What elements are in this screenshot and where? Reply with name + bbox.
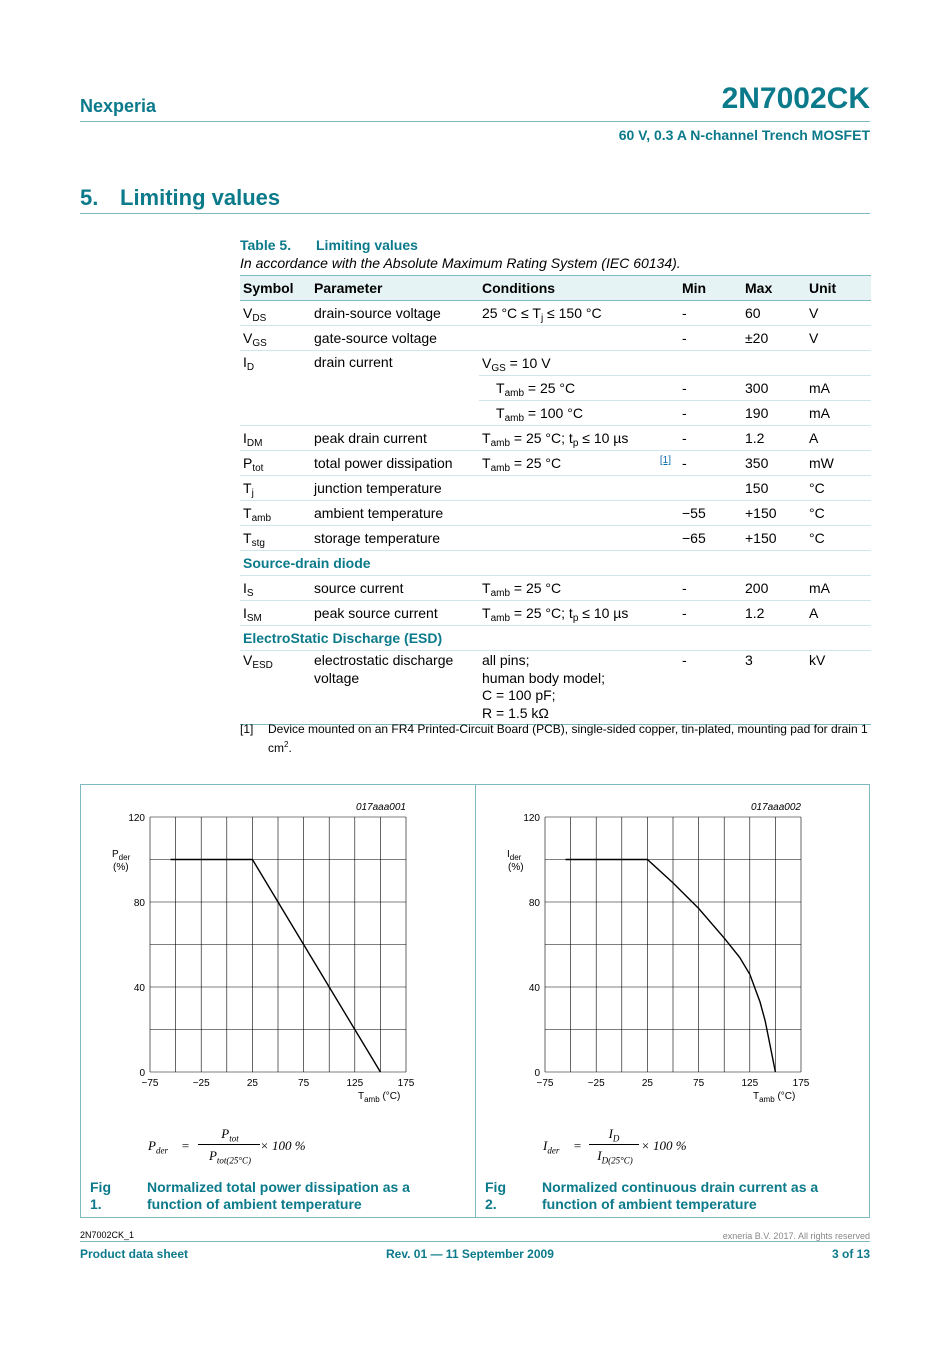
symbol-cell: $V_{DS}$ [240, 301, 311, 326]
unit-cell [806, 351, 871, 376]
formula-equals: = [181, 1138, 190, 1153]
table-row [240, 576, 871, 601]
min-cell [679, 351, 742, 376]
figure-caption-text: Normalized continuous drain current as a function of ambient temperature [542, 1179, 819, 1212]
parameter-cell: ambient temperature [311, 501, 479, 526]
group-heading: ElectroStatic Discharge (ESD) [240, 626, 871, 651]
table-row [240, 651, 871, 725]
max-cell: 3 [742, 651, 806, 725]
table-row [240, 501, 871, 526]
table-row [240, 526, 871, 551]
table-number: Table 5. [240, 237, 292, 253]
unit-cell: A [806, 426, 871, 451]
limiting-values-table [240, 275, 871, 725]
brand-name: Nexperia [80, 96, 157, 116]
unit-cell: mA [806, 576, 871, 601]
parameter-cell: drain current [311, 351, 479, 426]
symbol-cell: $T_{stg}$ [240, 526, 311, 551]
y-tick-label: 40 [133, 983, 145, 994]
x-axis-label: $T_{amb}$ (°C) [753, 1091, 796, 1104]
table-group-row [240, 551, 871, 576]
y-tick-label: 0 [139, 1068, 145, 1079]
conditions-cell: $T_{amb} = 25$ °C [1] [479, 451, 679, 476]
y-tick-label: 120 [523, 813, 540, 824]
table-row [240, 426, 871, 451]
conditions-cell: $T_{amb} = 25$ °C; $t_p \le 10$ µs [479, 601, 679, 626]
y-axis-unit: (%) [508, 862, 524, 873]
chart-current-derating [477, 800, 867, 1110]
symbol-cell: $T_{amb}$ [240, 501, 311, 526]
formula-lhs: $P_{der}$ [148, 1138, 168, 1156]
figure-number: Fig 2. [485, 1179, 506, 1212]
min-cell: - [679, 576, 742, 601]
max-cell: 300 [742, 376, 806, 401]
x-tick-label: 75 [693, 1078, 705, 1089]
table-row [240, 451, 871, 476]
section-number: 5. [80, 185, 99, 210]
max-cell: 200 [742, 576, 806, 601]
conditions-cell: $T_{amb} = 25$ °C; $t_p \le 10$ µs [479, 426, 679, 451]
parameter-cell: total power dissipation [311, 451, 479, 476]
chart-power-derating [82, 800, 472, 1110]
unit-cell: V [806, 301, 871, 326]
parameter-cell: peak drain current [311, 426, 479, 451]
footer-page-number: 3 of 13 [831, 1247, 870, 1261]
symbol-cell: $I_{DM}$ [240, 426, 311, 451]
min-cell: - [679, 426, 742, 451]
condition-line: R = 1.5 kΩ [482, 704, 549, 721]
conditions-cell: $T_{amb} = 100$ °C [479, 401, 679, 426]
min-cell: - [679, 451, 742, 476]
max-cell: 150 [742, 476, 806, 501]
x-tick-label: 75 [298, 1078, 310, 1089]
header-rule [80, 121, 870, 122]
x-tick-label: 125 [741, 1078, 759, 1089]
unit-cell: V [806, 326, 871, 351]
table-row [240, 326, 871, 351]
formula-numerator: $P_{tot}$ [221, 1126, 239, 1144]
y-tick-label: 0 [534, 1068, 540, 1079]
table-row [240, 351, 871, 376]
condition-line: all pins; [482, 652, 530, 668]
footer-rule [80, 1241, 870, 1242]
unit-cell: °C [806, 501, 871, 526]
formula-numerator: $I_D$ [608, 1126, 620, 1144]
min-cell: - [679, 601, 742, 626]
x-tick-label: 125 [346, 1078, 364, 1089]
y-axis-label: $P_{der}$ [112, 849, 131, 862]
min-cell: −65 [679, 526, 742, 551]
unit-cell: mA [806, 376, 871, 401]
figure-number: Fig 1. [90, 1179, 111, 1212]
max-cell: ±20 [742, 326, 806, 351]
parameter-cell: gate-source voltage [311, 326, 479, 351]
col-header: Min [679, 276, 742, 301]
parameter-cell: storage temperature [311, 526, 479, 551]
document-id: 2N7002CK_1 [80, 1230, 135, 1240]
conditions-cell: $T_{amb} = 25$ °C [479, 576, 679, 601]
col-header: Unit [806, 276, 871, 301]
symbol-cell: $I_{SM}$ [240, 601, 311, 626]
symbol-cell: $T_j$ [240, 476, 311, 501]
formula-denominator: $P_{tot(25^\circ C)}$ [208, 1148, 252, 1166]
x-tick-label: −25 [192, 1078, 210, 1089]
condition-line: human body model; [482, 669, 605, 686]
table-row [240, 301, 871, 326]
unit-cell: °C [806, 526, 871, 551]
table-header-row [240, 276, 871, 301]
conditions-cell [479, 501, 679, 526]
unit-cell: °C [806, 476, 871, 501]
table-footnote [240, 721, 870, 756]
formula-tail: × 100 % [260, 1138, 306, 1153]
fraction-bar [198, 1144, 260, 1145]
x-axis-label: $T_{amb}$ (°C) [358, 1091, 401, 1104]
x-tick-label: 175 [397, 1078, 415, 1089]
max-cell: 350 [742, 451, 806, 476]
min-cell: −55 [679, 501, 742, 526]
x-tick-label: −75 [141, 1078, 159, 1089]
y-tick-label: 80 [528, 898, 540, 909]
parameter-cell: junction temperature [311, 476, 479, 501]
unit-cell: kV [806, 651, 871, 725]
min-cell: - [679, 651, 742, 725]
figure-divider [475, 784, 476, 1218]
parameter-cell: electrostatic discharge voltage [311, 651, 479, 725]
formula-equals: = [573, 1138, 582, 1153]
symbol-cell: $I_D$ [240, 351, 311, 426]
section-title [80, 185, 280, 211]
part-number: 2N7002CK [721, 82, 870, 115]
conditions-cell [479, 326, 679, 351]
group-heading: Source-drain diode [240, 551, 871, 576]
max-cell: +150 [742, 526, 806, 551]
parameter-cell: drain-source voltage [311, 301, 479, 326]
formula-tail: × 100 % [641, 1138, 687, 1153]
min-cell: - [679, 376, 742, 401]
x-tick-label: 175 [792, 1078, 810, 1089]
min-cell [679, 476, 742, 501]
conditions-cell [479, 651, 679, 725]
series-line [566, 860, 776, 1073]
table-row [240, 476, 871, 501]
table-caption [240, 237, 418, 253]
table-row [240, 601, 871, 626]
footnote-ref-link[interactable]: [1] [659, 455, 671, 466]
conditions-cell: $T_{amb} = 25$ °C [479, 376, 679, 401]
part-subtitle: 60 V, 0.3 A N-channel Trench MOSFET [618, 127, 870, 143]
symbol-cell: $V_{GS}$ [240, 326, 311, 351]
unit-cell: A [806, 601, 871, 626]
min-cell: - [679, 326, 742, 351]
conditions-cell [479, 476, 679, 501]
symbol-cell: $V_{ESD}$ [240, 651, 311, 725]
col-header: Parameter [311, 276, 479, 301]
max-cell: 1.2 [742, 426, 806, 451]
figure-id-code: 017aaa001 [355, 802, 406, 813]
conditions-cell [479, 526, 679, 551]
x-tick-label: −25 [587, 1078, 605, 1089]
conditions-cell: 25 $^\circ C \le T_j \le 150$ °C [479, 301, 679, 326]
max-cell [742, 351, 806, 376]
parameter-cell: source current [311, 576, 479, 601]
series-line [171, 860, 381, 1073]
max-cell: +150 [742, 501, 806, 526]
max-cell: 1.2 [742, 601, 806, 626]
min-cell: - [679, 301, 742, 326]
y-axis-unit: (%) [113, 862, 129, 873]
unit-cell: mW [806, 451, 871, 476]
table-group-row [240, 626, 871, 651]
formula-denominator: $I_{D(25^\circ C)}$ [597, 1148, 633, 1166]
col-header: Max [742, 276, 806, 301]
section-title-text: Limiting values [120, 185, 281, 210]
table-title: Limiting values [316, 237, 418, 253]
conditions-cell: $V_{GS} = 10$ V [479, 351, 679, 376]
max-cell: 60 [742, 301, 806, 326]
symbol-cell: $I_S$ [240, 576, 311, 601]
section-rule [80, 213, 870, 214]
figure-caption-text: Normalized total power dissipation as a function of ambient temperature [147, 1179, 410, 1212]
condition-line: C = 100 pF; [482, 687, 556, 703]
x-tick-label: 25 [641, 1078, 653, 1089]
col-header: Symbol [240, 276, 311, 301]
min-cell: - [679, 401, 742, 426]
copyright-notice: exneria B.V. 2017. All rights reserved [722, 1231, 870, 1241]
parameter-cell: peak source current [311, 601, 479, 626]
fraction-bar [589, 1144, 639, 1145]
footer-revision: Rev. 01 — 11 September 2009 [386, 1247, 554, 1261]
table-note: In accordance with the Absolute Maximum Rating System (IEC 60134). [240, 255, 681, 271]
y-tick-label: 40 [528, 983, 540, 994]
x-tick-label: −75 [536, 1078, 554, 1089]
symbol-cell: $P_{tot}$ [240, 451, 311, 476]
footer-doc-type: Product data sheet [80, 1247, 189, 1261]
y-tick-label: 80 [133, 898, 145, 909]
formula-lhs: $I_{der}$ [543, 1138, 560, 1156]
y-axis-label: $I_{der}$ [507, 849, 522, 862]
figure-id-code: 017aaa002 [750, 802, 801, 813]
x-tick-label: 25 [246, 1078, 258, 1089]
max-cell: 190 [742, 401, 806, 426]
footnote-number: [1] [240, 722, 254, 736]
col-header: Conditions [479, 276, 679, 301]
unit-cell: mA [806, 401, 871, 426]
y-tick-label: 120 [128, 813, 145, 824]
footnote-text: Device mounted on an FR4 Printed-Circuit Board (PCB), single-sided copper, tin-plated, mounting pad for drain 1 $cm^2$. [268, 722, 868, 755]
